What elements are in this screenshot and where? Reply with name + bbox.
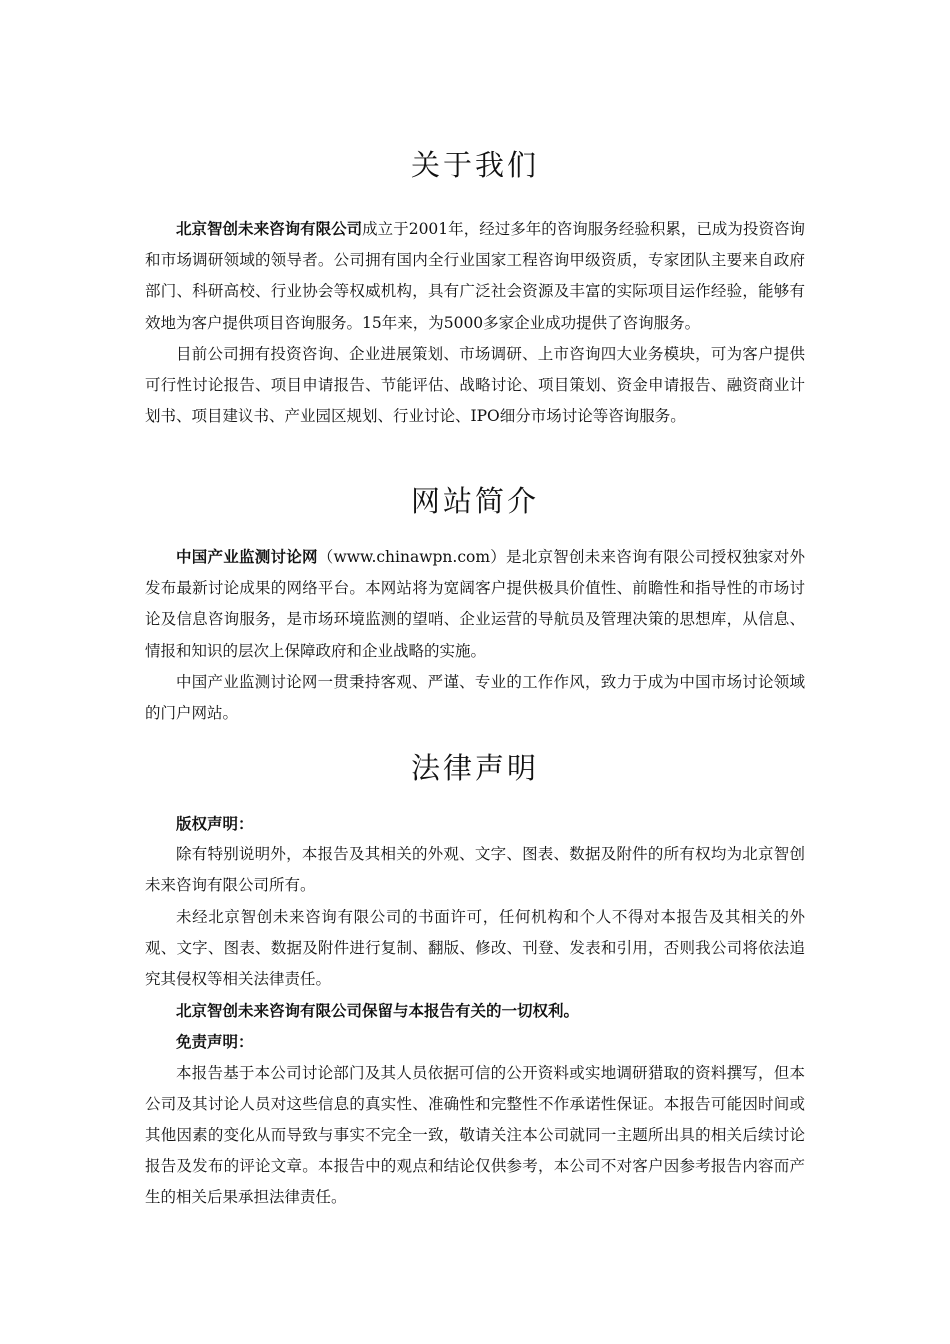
- about-body: [145, 213, 805, 432]
- about-paragraph-1: [145, 213, 805, 339]
- copyright-paragraph-1: 除有特别说明外，本报告及其相关的外观、文字、图表、数据及附件的所有权均为北京智创未来咨询有限公司所有。: [145, 845, 805, 895]
- about-title: 关于我们: [410, 148, 539, 182]
- rights-statement: 北京智创未来咨询有限公司保留与本报告有关的一切权利。: [176, 1001, 580, 1021]
- disclaimer-label: 免责声明：: [176, 1032, 254, 1052]
- company-name: 北京智创未来咨询有限公司: [176, 219, 363, 238]
- about-section: [145, 145, 805, 185]
- about-paragraph-1-text: 成立于2001年，经过多年的咨询服务经验积累，已成为投资咨询和市场调研领域的领导者。公司拥有国内全行业国家工程咨询甲级资质，专家团队主要来自政府部门、科研高校、行业协会等权威机构，具有广泛社会资源及丰富的实际项目运作经验，能够有效地为客户提供项目咨询服务。15年来，为5000多家企业成功提供了咨询服务。: [145, 220, 805, 332]
- website-title: 网站简介: [410, 484, 539, 518]
- website-name: 中国产业监测讨论网: [176, 547, 318, 566]
- disclaimer-paragraph: 本报告基于本公司讨论部门及其人员依据可信的公开资料或实地调研猎取的资料撰写，但本公司及其讨论人员对这些信息的真实性、准确性和完整性不作承诺性保证。本报告可能因时间或其他因素的变化从而导致与事实不完全一致，敬请关注本公司就同一主题所出具的相关后续讨论报告及发布的评论文章。本报告中的观点和结论仅供参考，本公司不对客户因参考报告内容而产生的相关后果承担法律责任。: [145, 1063, 805, 1207]
- copyright-label: 版权声明：: [176, 814, 254, 833]
- about-paragraph-2: 目前公司拥有投资咨询、企业进展策划、市场调研、上市咨询四大业务模块，可为客户提供可行性讨论报告、项目申请报告、节能评估、战略讨论、项目策划、资金申请报告、融资商业计划书、项目建议书、产业园区规划、行业讨论、IPO细分市场讨论等咨询服务。: [145, 344, 805, 426]
- website-paragraph-1: [145, 541, 805, 667]
- website-section: [145, 481, 805, 521]
- website-body: [145, 541, 805, 729]
- website-paragraph-2: 中国产业监测讨论网一贯秉持客观、严谨、专业的工作作风，致力于成为中国市场讨论领域的门户网站。: [145, 672, 805, 723]
- legal-body: [145, 808, 805, 1214]
- legal-title: 法律声明: [410, 751, 539, 785]
- website-paragraph-1-text: （www.chinawpn.com）是北京智创未来咨询有限公司授权独家对外发布最新讨论成果的网络平台。本网站将为宽阔客户提供极具价值性、前瞻性和指导性的市场讨论及信息咨询服务，是市场环境监测的望哨、企业运营的导航员及管理决策的思想库，从信息、情报和知识的层次上保障政府和企业战略的实施。: [145, 548, 805, 660]
- legal-section: [145, 748, 805, 788]
- copyright-paragraph-2: 未经北京智创未来咨询有限公司的书面许可，任何机构和个人不得对本报告及其相关的外观、文字、图表、数据及附件进行复制、翻版、修改、刊登、发表和引用，否则我公司将依法追究其侵权等相关法律责任。: [145, 907, 805, 989]
